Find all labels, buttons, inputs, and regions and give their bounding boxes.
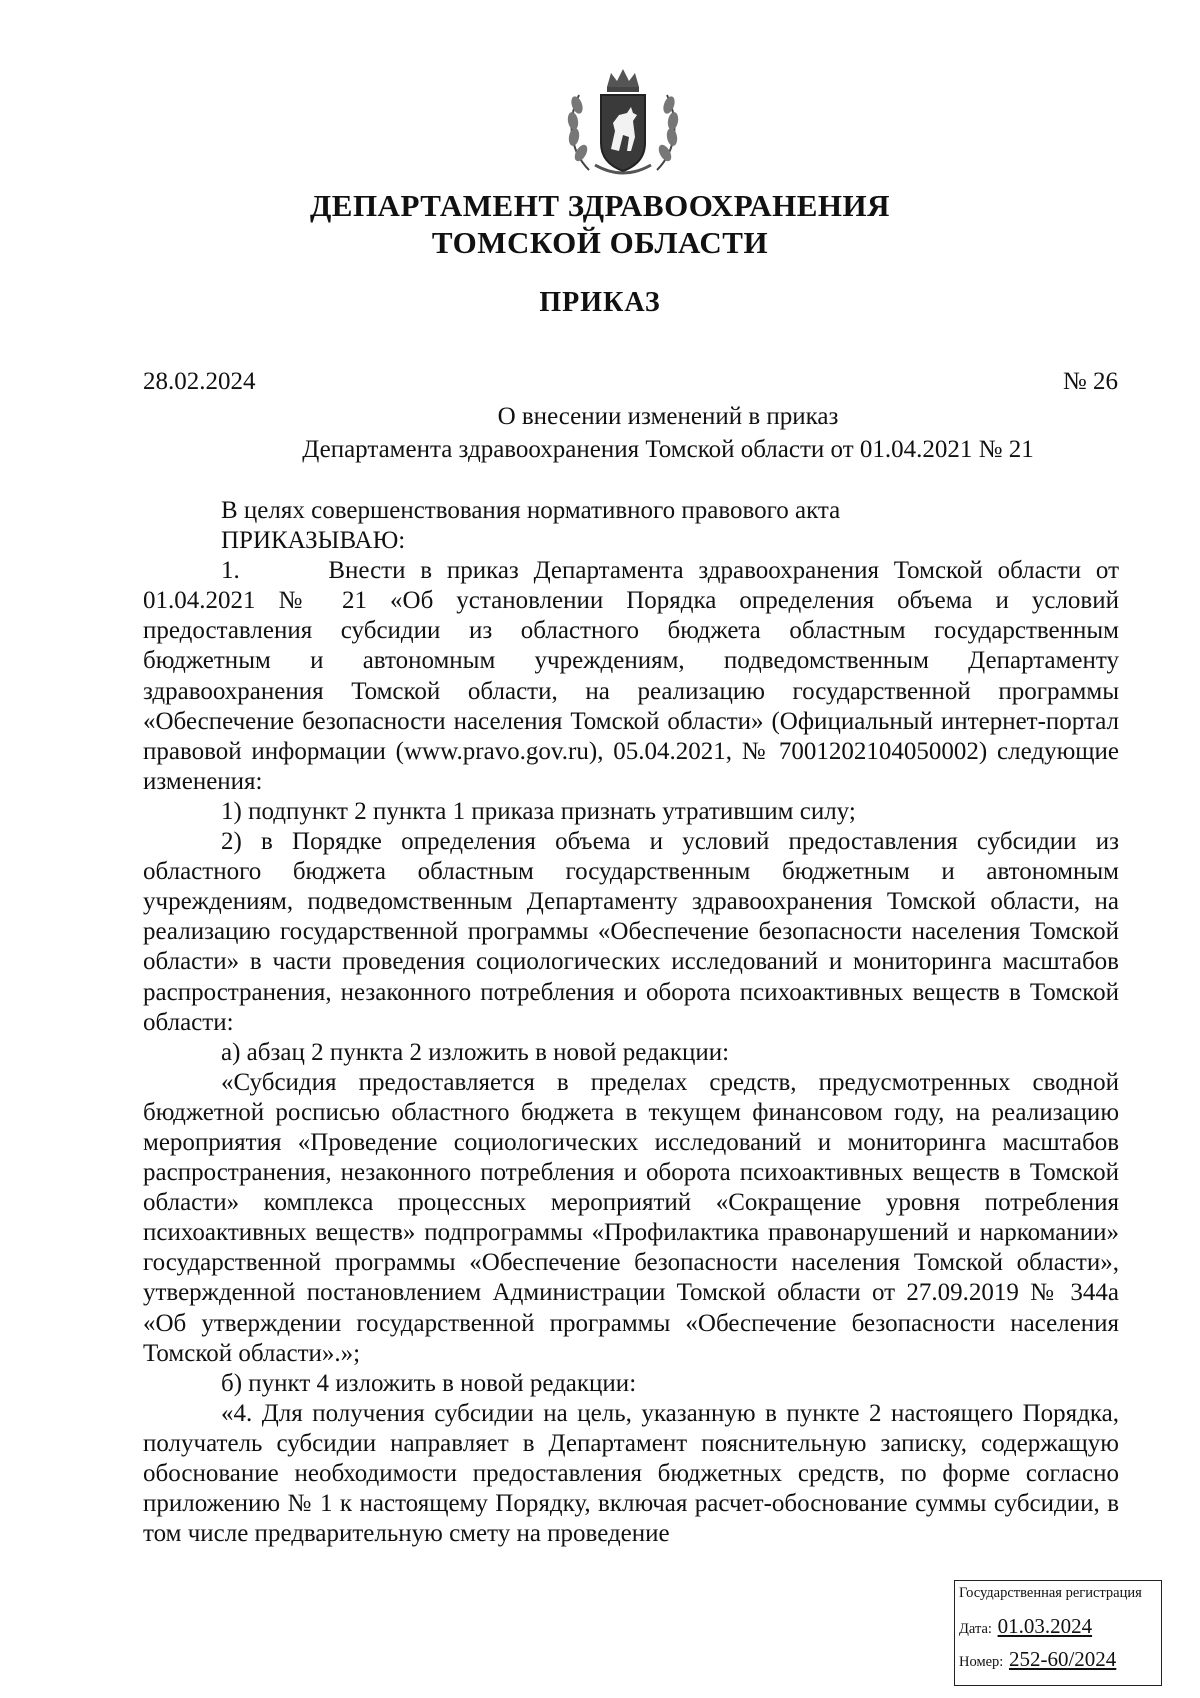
registration-stamp	[954, 1580, 1162, 1686]
preamble: В целях совершенствования нормативного правового акта	[221, 497, 841, 524]
paragraph-subitem-1: 1) подпункт 2 пункта 1 приказа признать утратившим силу;	[221, 797, 856, 825]
document-number: № 26	[1062, 368, 1118, 395]
stamp-number-value: 252-60/2024	[1008, 1647, 1117, 1671]
subject-line1: О внесении изменений в приказ	[497, 403, 839, 430]
document-date: 28.02.2024	[143, 368, 256, 395]
paragraph-item-1: 1. Внести в приказ Департамента здравоохранения Томской области от 01.04.2021 № 21 «Об установлении Порядка определения объема и условий предоставления субсидии из областного бюджета областным государственным бюджетным и автономным учреждениям, подведомственным Департаменту здравоохранения Томской области, на реализацию государственной программы «Обеспечение безопасности населения Томской области» (Официальный интернет-портал правовой информации (www.pravo.gov.ru), 05.04.2021, № 7001202104050002) следующие изменения:	[143, 557, 1119, 795]
paragraph-subitem-2: 2) в Порядке определения объема и условий предоставления субсидии из областного бюджета областным государственным бюджетным и автономным учреждениям, подведомственным Департаменту здравоохранения Томской области, на реализацию государственной программы «Обеспечение безопасности населения Томской области» в части проведения социологических исследований и мониторинга масштабов распространения, незаконного потребления и оборота психоактивных веществ в Томской области:	[143, 828, 1119, 1036]
stamp-date-value: 01.03.2024	[997, 1614, 1093, 1638]
paragraph-quote-item-4: «4. Для получения субсидии на цель, указанную в пункте 2 настоящего Порядка, получатель субсидии направляет в Департамент пояснительную записку, содержащую обоснование необходимости предоставления бюджетных средств, по форме согласно приложению № 1 к настоящему Порядку, включая расчет-обоснование суммы субсидии, в том числе предварительную смету на проведение	[143, 1399, 1119, 1548]
stamp-number-label: Номер:	[959, 1654, 1004, 1670]
paragraph-subitem-b: б) пункт 4 изложить в новой редакции:	[221, 1369, 637, 1397]
coat-of-arms-icon	[561, 65, 685, 183]
stamp-date-row	[959, 1614, 1092, 1639]
stamp-number-row	[959, 1647, 1116, 1672]
paragraph-quote-subsidy: «Субсидия предоставляется в пределах средств, предусмотренных сводной бюджетной росписью областного бюджета в текущем финансовом году, на реализацию мероприятия «Проведение социологических исследований и мониторинга масштабов распространения, незаконного потребления и оборота психоактивных веществ в Томской области» комплекса процессных мероприятий «Сокращение уровня потребления психоактивных веществ» подпрограммы «Профилактика правонарушений и наркомании» государственной программы «Обеспечение безопасности населения Томской области», утвержденной постановлением Администрации Томской области от 27.09.2019 № 344а «Об утверждении государственной программы «Обеспечение безопасности населения Томской области».»;	[143, 1068, 1119, 1367]
document-type: ПРИКАЗ	[539, 287, 661, 318]
subject-line2: Департамента здравоохранения Томской области от 01.04.2021 № 21	[302, 436, 1034, 463]
department-name-line1: ДЕПАРТАМЕНТ ЗДРАВООХРАНЕНИЯ	[309, 188, 891, 223]
document-body	[143, 496, 1119, 1549]
stamp-date-label: Дата:	[959, 1621, 992, 1637]
paragraph-subitem-a: а) абзац 2 пункта 2 изложить в новой редакции:	[221, 1038, 730, 1066]
order-word: ПРИКАЗЫВАЮ:	[221, 527, 406, 555]
department-name-line2: ТОМСКОЙ ОБЛАСТИ	[431, 225, 769, 260]
stamp-title: Государственная регистрация	[959, 1585, 1142, 1601]
